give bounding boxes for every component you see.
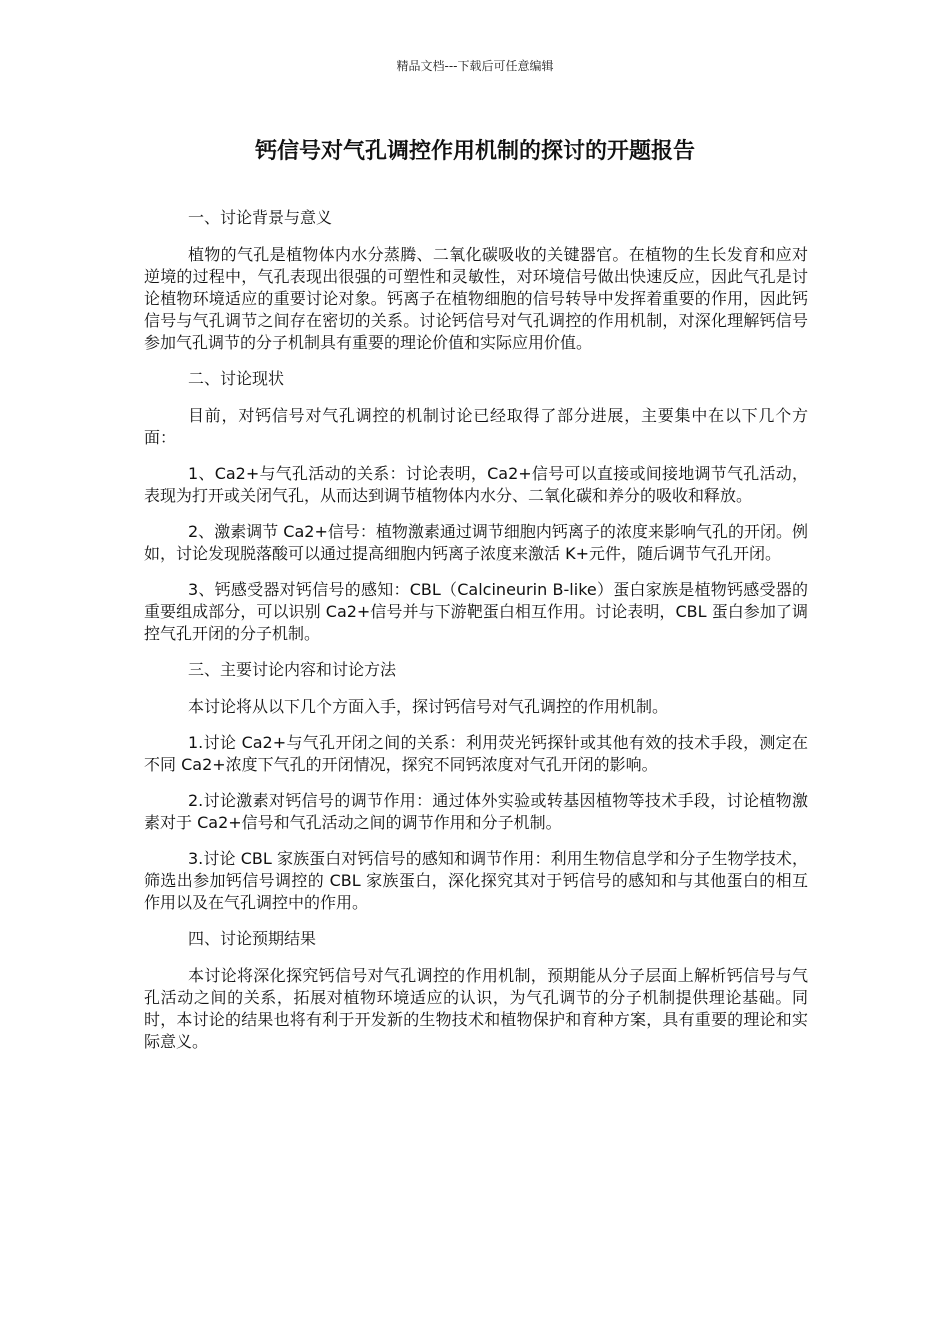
paragraph-status-point-3: 3、钙感受器对钙信号的感知：CBL（Calcineurin B-like）蛋白家族是植物钙感受器的重要组成部分，可以识别 Ca2+信号并与下游靶蛋白相互作用。讨论表明，CBL 蛋白参加了调控气孔开闭的分子机制。 [144, 580, 808, 643]
paragraph-methods-intro: 本讨论将从以下几个方面入手，探讨钙信号对气孔调控的作用机制。 [188, 697, 669, 716]
section-heading-methods: 三、主要讨论内容和讨论方法 [188, 660, 397, 679]
paragraph-method-1: 1.讨论 Ca2+与气孔开闭之间的关系：利用荧光钙探针或其他有效的技术手段，测定在不同 Ca2+浓度下气孔的开闭情况，探究不同钙浓度对气孔开闭的影响。 [144, 733, 808, 774]
document-body [144, 207, 808, 1067]
paragraph-status-intro: 目前，对钙信号对气孔调控的机制讨论已经取得了部分进展，主要集中在以下几个方面： [144, 406, 808, 447]
paragraph-method-3: 3.讨论 CBL 家族蛋白对钙信号的感知和调节作用：利用生物信息学和分子生物学技术，筛选出参加钙信号调控的 CBL 家族蛋白，深化探究其对于钙信号的感知和与其他蛋白的相互作用以及在气孔调控中的作用。 [144, 849, 808, 912]
paragraph-method-2: 2.讨论激素对钙信号的调节作用：通过体外实验或转基因植物等技术手段，讨论植物激素对于 Ca2+信号和气孔活动之间的调节作用和分子机制。 [144, 791, 808, 832]
page-header: 精品文档---下载后可任意编辑 [396, 59, 554, 73]
paragraph-results: 本讨论将深化探究钙信号对气孔调控的作用机制，预期能从分子层面上解析钙信号与气孔活动之间的关系，拓展对植物环境适应的认识，为气孔调节的分子机制提供理论基础。同时，本讨论的结果也将有利于开发新的生物技术和植物保护和育种方案，具有重要的理论和实际意义。 [144, 966, 808, 1051]
section-heading-status: 二、讨论现状 [188, 369, 285, 388]
paragraph-background: 植物的气孔是植物体内水分蒸腾、二氧化碳吸收的关键器官。在植物的生长发育和应对逆境的过程中，气孔表现出很强的可塑性和灵敏性，对环境信号做出快速反应，因此气孔是讨论植物环境适应的重要讨论对象。钙离子在植物细胞的信号转导中发挥着重要的作用，因此钙信号与气孔调节之间存在密切的关系。讨论钙信号对气孔调控的作用机制，对深化理解钙信号参加气孔调节的分子机制具有重要的理论价值和实际应用价值。 [144, 245, 808, 352]
section-heading-results: 四、讨论预期结果 [188, 929, 317, 948]
paragraph-status-point-2: 2、激素调节 Ca2+信号：植物激素通过调节细胞内钙离子的浓度来影响气孔的开闭。例如，讨论发现脱落酸可以通过提高细胞内钙离子浓度来激活 K+元件，随后调节气孔开闭。 [144, 522, 808, 563]
section-heading-background: 一、讨论背景与意义 [188, 208, 333, 227]
paragraph-status-point-1: 1、Ca2+与气孔活动的关系：讨论表明，Ca2+信号可以直接或间接地调节气孔活动，表现为打开或关闭气孔，从而达到调节植物体内水分、二氧化碳和养分的吸收和释放。 [144, 464, 808, 505]
document-title: 钙信号对气孔调控作用机制的探讨的开题报告 [254, 139, 695, 164]
